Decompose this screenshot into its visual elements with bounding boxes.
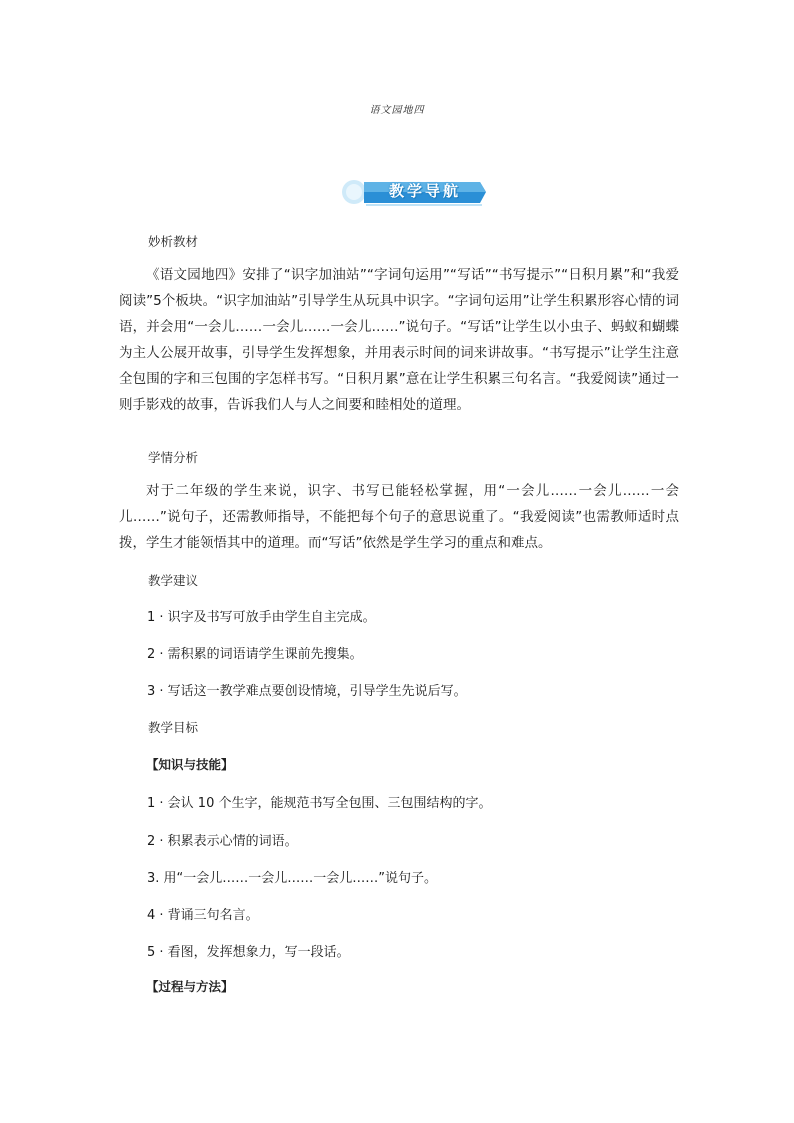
suggestion-item: 1 · 识字及书写可放手由学生自主完成。 xyxy=(147,610,376,625)
heading-learner-analysis: 学情分析 xyxy=(148,450,199,465)
banner-title: 教学导航 xyxy=(388,182,461,200)
heading-teaching-goals: 教学目标 xyxy=(148,720,199,735)
goal-item: 3. 用“一会儿……一会儿……一会儿……”说句子。 xyxy=(147,871,438,886)
subheading-process-methods: 【过程与方法】 xyxy=(146,979,234,994)
suggestion-item: 2 · 需积累的词语请学生课前先搜集。 xyxy=(147,647,363,662)
paragraph-analysis-material: 《语文园地四》安排了“识字加油站”“字词句运用”“写话”“书写提示”“日积月累”和“我爱阅读”5个板块。“识字加油站”引导学生从玩具中识字。“字词句运用”让学生积累形容心情的词语，并会用“一会儿……一会儿……一会儿……”说句子。“写话”让学生以小虫子、蚂蚁和蝴蝶为主人公展开故事，引导学生发挥想象，并用表示时间的词来讲故事。“书写提示”让学生注意全包围的字和三包围的字怎样书写。“日积月累”意在让学生积累三句名言。“我爱阅读”通过一则手影戏的故事，告诉我们人与人之间要和睦相处的道理。 xyxy=(119,267,679,413)
goal-item: 4 · 背诵三句名言。 xyxy=(147,908,259,923)
section-banner xyxy=(340,172,490,212)
goal-item: 2 · 积累表示心情的词语。 xyxy=(147,834,298,849)
goal-item: 1 · 会认 10 个生字，能规范书写全包围、三包围结构的字。 xyxy=(147,796,492,811)
heading-teaching-suggestions: 教学建议 xyxy=(148,573,199,588)
subheading-knowledge-skills: 【知识与技能】 xyxy=(146,757,234,772)
heading-analysis-material: 妙析教材 xyxy=(148,234,199,249)
suggestion-item: 3 · 写话这一教学难点要创设情境，引导学生先说后写。 xyxy=(147,684,467,699)
running-header: 语文园地四 xyxy=(369,105,425,116)
goal-item: 5 · 看图，发挥想象力，写一段话。 xyxy=(147,945,350,960)
paragraph-learner-analysis: 对于二年级的学生来说，识字、书写已能轻松掌握，用“一会儿……一会儿……一会儿……”说句子，还需教师指导，不能把每个句子的意思说重了。“我爱阅读”也需教师适时点拨，学生才能领悟其中的道理。而“写话”依然是学生学习的重点和难点。 xyxy=(119,483,679,551)
